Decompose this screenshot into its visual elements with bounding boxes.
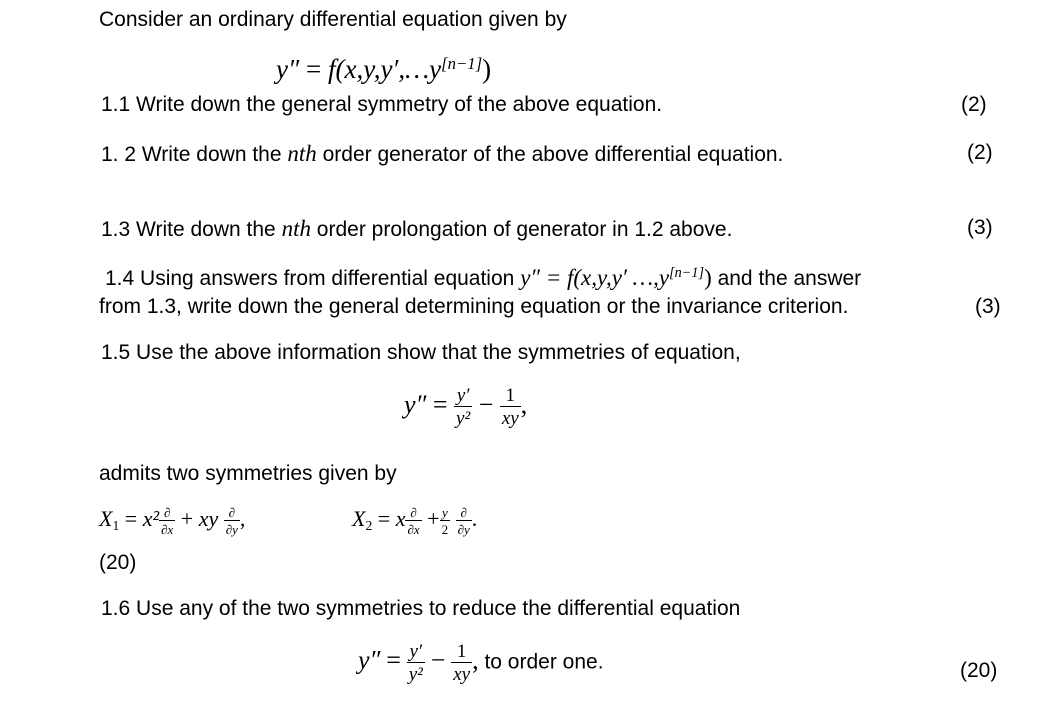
q1-3-post: order prolongation of generator in 1.2 above. xyxy=(316,218,733,241)
eq15-end: , xyxy=(520,389,528,419)
x1-d-dx: $\frac{\partial}{\partial x}$ xyxy=(161,505,174,537)
eq16-lhs: y″ xyxy=(358,645,381,675)
marks-1-4: (3) xyxy=(975,295,1001,318)
question-1-1: 1.1 Write down the general symmetry of the above equation. xyxy=(101,93,663,116)
eq15-equals: = xyxy=(432,389,448,419)
x1-d-dy: $\frac{\partial}{\partial y}$ xyxy=(225,505,238,537)
eq16-frac2: $\frac{1}{xy}$ xyxy=(453,641,471,685)
q1-3-math: nth xyxy=(281,216,311,241)
eq16-minus: − xyxy=(430,645,446,675)
question-1-2 xyxy=(101,141,783,167)
x2-d-dy: $\frac{\partial}{\partial y}$ xyxy=(457,505,470,537)
eq-equals: = xyxy=(305,54,322,84)
eq16-end: , xyxy=(472,645,479,675)
eq-rhs-close: ) xyxy=(482,54,492,84)
eq-rhs: f(x,y,y′,…y xyxy=(327,54,442,84)
eq-rhs-sup: [n−1] xyxy=(441,53,483,73)
x2-d-dx: $\frac{\partial}{\partial x}$ xyxy=(407,505,420,537)
q1-2-math: nth xyxy=(287,141,317,166)
symmetry-x1: $X_1 = x^2$ $\frac{\partial}{\partial x}$ + xy $\frac{\partial}{\partial y}$ , xyxy=(99,505,246,537)
main-equation xyxy=(276,54,491,85)
marks-1-6: (20) xyxy=(960,659,998,682)
x2-y-over-2: $\frac{y}{2}$ xyxy=(441,505,449,537)
eq-lhs: y″ xyxy=(276,54,300,84)
eq16-equals: = xyxy=(386,645,401,675)
admits-text: admits two symmetries given by xyxy=(99,462,397,485)
question-1-4-line2: from 1.3, write down the general determining equation or the invariance criterion. xyxy=(99,295,849,318)
marks-1-5: (20) xyxy=(99,551,137,574)
question-1-4-line1 xyxy=(105,265,861,291)
equation-1-5 xyxy=(404,386,527,428)
eq15-lhs: y″ xyxy=(404,389,427,419)
eq15-frac2: $\frac{1}{xy}$ xyxy=(501,385,519,429)
eq16-frac1: $\frac{y'}{\text{y²}}$ xyxy=(408,641,423,685)
symmetry-x2: $X_2 = x$ $\frac{\partial}{\partial x}$ + $\frac{y}{2}$ $\frac{\partial}{\partial y}$ . xyxy=(352,505,478,537)
q1-3-pre: 1.3 Write down the xyxy=(101,218,276,241)
question-1-3 xyxy=(101,216,732,242)
eq15-frac1: $\frac{y'}{\text{y²}}$ xyxy=(456,385,471,429)
q1-2-post: order generator of the above differential equation. xyxy=(322,143,784,166)
eq15-minus: − xyxy=(478,389,494,419)
marks-1-1: (2) xyxy=(961,93,987,116)
question-1-5: 1.5 Use the above information show that the symmetries of equation, xyxy=(101,341,741,364)
eq16-post: to order one. xyxy=(484,650,604,674)
marks-1-2: (2) xyxy=(967,141,993,164)
intro-text: Consider an ordinary differential equation given by xyxy=(99,8,567,31)
q1-4-pre: 1.4 Using answers from differential equation xyxy=(105,267,515,290)
marks-1-3: (3) xyxy=(967,216,993,239)
question-1-6: 1.6 Use any of the two symmetries to reduce the differential equation xyxy=(101,597,741,620)
equation-1-6 xyxy=(358,642,604,684)
q1-2-pre: 1. 2 Write down the xyxy=(101,143,282,166)
q1-4-math: y″ = f(x,y,y′ …,y[n−1]) xyxy=(520,265,712,290)
q1-4-post: and the answer xyxy=(717,267,862,290)
